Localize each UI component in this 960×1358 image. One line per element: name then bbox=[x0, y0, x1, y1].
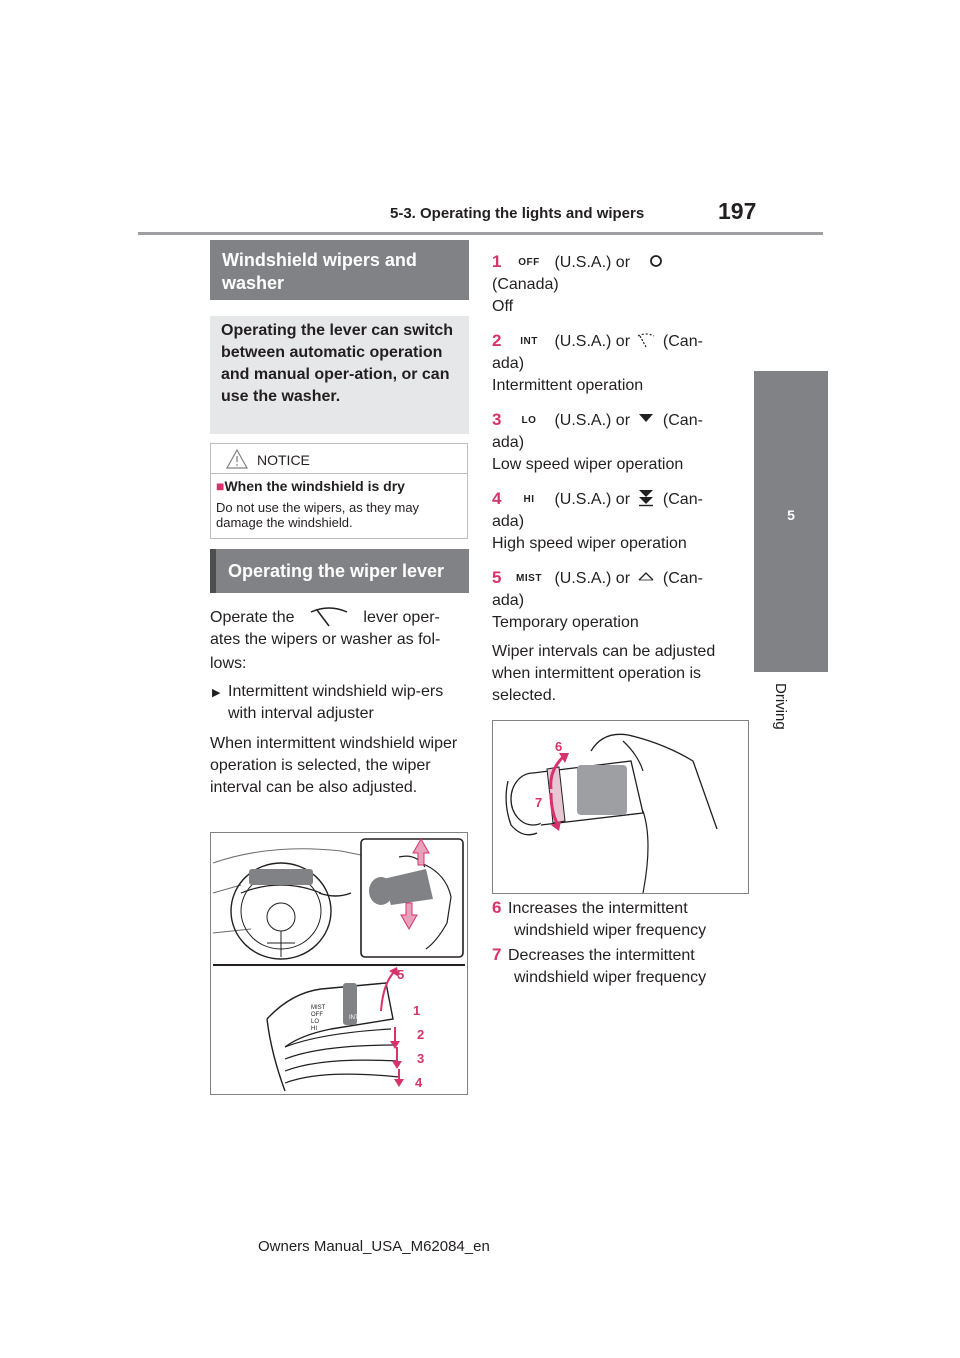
callout-6: 6 bbox=[555, 739, 563, 754]
section-title-line2: washer bbox=[222, 273, 285, 293]
item-line2: (Canada) bbox=[492, 276, 559, 293]
notice-box bbox=[210, 443, 468, 539]
item-mid: (U.S.A.) or bbox=[554, 254, 631, 271]
item-tail: (Can- bbox=[662, 333, 703, 350]
section-title-line1: Windshield wipers and bbox=[222, 250, 417, 270]
intermittent-icon bbox=[634, 332, 658, 348]
chapter-label: Driving bbox=[772, 683, 789, 730]
item-mid: (U.S.A.) or bbox=[554, 491, 631, 508]
footer-text: Owners Manual_USA_M62084_en bbox=[258, 1238, 490, 1255]
page-number: 197 bbox=[718, 198, 757, 224]
item-line2: ada) bbox=[492, 513, 525, 530]
off-circle-icon bbox=[634, 254, 664, 268]
item-line1: Increases the intermittent bbox=[508, 900, 688, 917]
item-line2: ada) bbox=[492, 355, 525, 372]
item-number: 5 bbox=[492, 568, 502, 587]
section-header-title: 5-3. Operating the lights and wipers bbox=[390, 205, 645, 222]
operate-before: Operate the bbox=[210, 609, 295, 626]
item-desc: High speed wiper operation bbox=[492, 535, 687, 552]
bullet-item: ▶ Intermittent windshield wip-ers with interval adjuster bbox=[210, 681, 465, 725]
callout-7: 7 bbox=[535, 795, 543, 810]
figure-wiper-lever bbox=[210, 832, 468, 1095]
operate-line bbox=[210, 606, 440, 628]
callout-3: 3 bbox=[417, 1051, 425, 1066]
callout-4: 4 bbox=[415, 1075, 423, 1090]
list-item bbox=[492, 330, 754, 397]
low-speed-icon bbox=[634, 411, 658, 425]
chapter-label-box bbox=[765, 683, 795, 743]
item-mid: (U.S.A.) or bbox=[554, 333, 631, 350]
callout-2: 2 bbox=[417, 1027, 425, 1042]
item-desc: Low speed wiper operation bbox=[492, 456, 684, 473]
operate-after: lever oper- bbox=[363, 609, 440, 626]
wiper-icon bbox=[303, 606, 355, 628]
intro-box bbox=[210, 316, 469, 434]
notice-bullet: ■ bbox=[216, 478, 225, 494]
mist-icon bbox=[634, 569, 658, 583]
figure-interval-adjuster bbox=[492, 720, 749, 894]
item-line1: Decreases the intermittent bbox=[508, 947, 695, 964]
item-tail: (Can- bbox=[662, 412, 703, 429]
list-item bbox=[492, 251, 754, 318]
item-code-mist: MIST bbox=[516, 573, 542, 584]
lever-label-off: OFF bbox=[311, 1012, 323, 1018]
lever-label-int: INT bbox=[349, 1015, 359, 1021]
item-code-int: INT bbox=[520, 336, 538, 347]
notice-subtitle bbox=[216, 478, 405, 494]
notice-subtitle-text: When the windshield is dry bbox=[224, 478, 405, 494]
item-number: 7 bbox=[492, 945, 502, 964]
list-item bbox=[492, 944, 754, 989]
header-rule bbox=[138, 232, 823, 235]
section-title-wiper-lever: Operating the wiper lever bbox=[210, 549, 469, 593]
item-line2: ada) bbox=[492, 592, 525, 609]
item-tail: (Can- bbox=[662, 570, 703, 587]
chapter-tab bbox=[754, 371, 828, 672]
lever-label-mist: MIST bbox=[311, 1005, 326, 1011]
chapter-number: 5 bbox=[787, 507, 795, 523]
notice-title: NOTICE bbox=[257, 452, 310, 468]
item-desc: Temporary operation bbox=[492, 614, 639, 631]
paragraph-interval: When intermittent windshield wiper operation is selected, the wiper interval can be also adjusted. bbox=[210, 735, 458, 796]
item-code-hi: HI bbox=[523, 494, 535, 505]
item-line2: ada) bbox=[492, 434, 525, 451]
warning-triangle-icon bbox=[225, 448, 249, 470]
list-item bbox=[492, 897, 754, 942]
item-tail: (Can- bbox=[662, 491, 703, 508]
item-code-off: OFF bbox=[518, 257, 540, 268]
item-mid: (U.S.A.) or bbox=[554, 570, 631, 587]
item-number: 6 bbox=[492, 898, 502, 917]
high-speed-icon bbox=[634, 489, 658, 507]
lever-label-hi: HI bbox=[311, 1026, 317, 1032]
operate-rest: ates the wipers or washer as fol-lows: bbox=[210, 631, 441, 672]
item-line2: windshield wiper frequency bbox=[514, 969, 707, 986]
item-number: 1 bbox=[492, 252, 502, 271]
item-number: 3 bbox=[492, 410, 502, 429]
callout-1: 1 bbox=[413, 1003, 421, 1018]
callout-5: 5 bbox=[397, 967, 405, 982]
item-desc: Off bbox=[492, 298, 514, 315]
interval-note: Wiper intervals can be adjusted when intermittent operation is selected. bbox=[492, 643, 716, 704]
list-item bbox=[492, 488, 754, 555]
item-desc: Intermittent operation bbox=[492, 377, 644, 394]
item-code-lo: LO bbox=[521, 415, 537, 426]
notice-divider bbox=[211, 473, 467, 474]
figure-wiper-lever-art bbox=[211, 833, 467, 1094]
intro-text: Operating the lever can switch between automatic operation and manual oper-ation, or can use the washer. bbox=[221, 322, 454, 405]
notice-body: Do not use the wipers, as they may damage the windshield. bbox=[216, 500, 420, 530]
item-line2: windshield wiper frequency bbox=[514, 922, 707, 939]
figure-interval-adjuster-art bbox=[493, 721, 748, 893]
item-number: 4 bbox=[492, 489, 502, 508]
section-title-wipers bbox=[210, 240, 469, 300]
list-item bbox=[492, 567, 754, 634]
lever-label-lo: LO bbox=[311, 1019, 320, 1025]
item-number: 2 bbox=[492, 331, 502, 350]
item-mid: (U.S.A.) or bbox=[554, 412, 631, 429]
list-item bbox=[492, 409, 754, 476]
